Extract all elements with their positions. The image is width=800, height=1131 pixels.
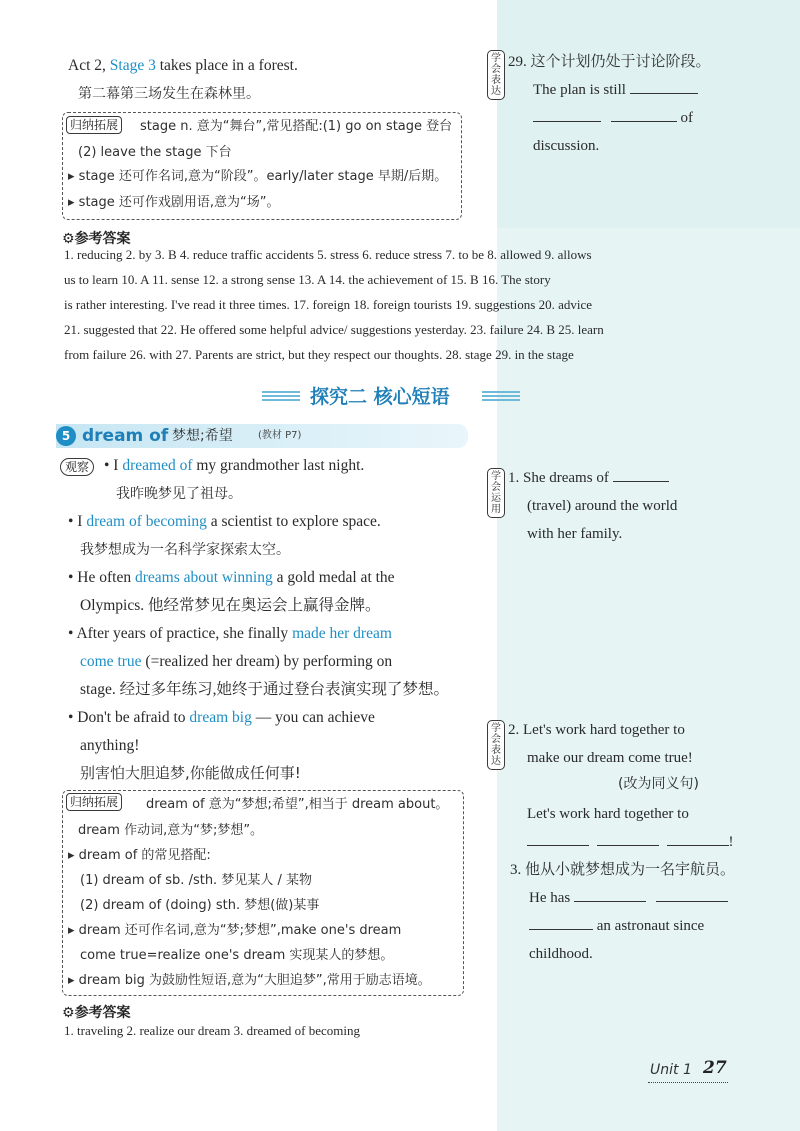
q29-prompt: 29. 这个计划仍处于讨论阶段。	[508, 52, 711, 70]
section-title: 探究二 核心短语	[310, 386, 450, 408]
answer-blank[interactable]	[597, 829, 659, 846]
footer-unit: Unit 1	[650, 1062, 692, 1078]
stage-definition: stage n. 意为“舞台”,常见搭配:(1) go on stage 登台	[140, 119, 453, 134]
q3-line1: He has	[529, 884, 728, 912]
page-number: 27	[703, 1058, 727, 1078]
q2-line3: Let's work hard together to	[527, 806, 689, 822]
learn-express-badge-2: 学会表达	[487, 720, 505, 770]
footer-rule	[648, 1082, 728, 1083]
title-stripes-left	[262, 391, 300, 403]
q1-line3: with her family.	[527, 526, 623, 542]
dream-def: dream of 意为“梦想;希望”,相当于 dream about。	[146, 797, 449, 812]
q2-note: (改为同义句)	[618, 776, 699, 792]
induction-label: 归纳拓展	[66, 116, 128, 134]
stage-example-cn: 第二幕第三场发生在森林里。	[78, 86, 260, 102]
dream-line-6: ▸ dream 还可作名词,意为“梦;梦想”,make one's dream	[68, 923, 402, 938]
answer-blank[interactable]	[613, 465, 669, 482]
example-2: • I dream of becoming a scientist to explore space.	[68, 513, 381, 530]
q1-line1: 1. She dreams of	[508, 464, 669, 492]
answer-blank[interactable]	[667, 829, 729, 846]
example-1: • I dreamed of my grandmother last night.	[104, 457, 365, 474]
phrase-meaning: 梦想;希望	[172, 428, 233, 444]
example-4-line3: stage. 经过多年练习,她终于通过登台表演实现了梦想。	[80, 681, 449, 698]
arrow-icon: ▸	[68, 169, 79, 184]
dream-line-2: dream 作动词,意为“梦;梦想”。	[78, 823, 264, 838]
stage-line-4: ▸ stage 还可作戏剧用语,意为“场”。	[68, 195, 280, 210]
answer-blank[interactable]	[611, 105, 677, 122]
arrow-icon: ▸	[68, 973, 79, 988]
q3-prompt: 3. 他从小就梦想成为一名宇航员。	[510, 860, 736, 878]
dream-line-7: come true=realize one's dream 实现某人的梦想。	[80, 948, 394, 963]
q29-line1: The plan is still	[533, 76, 698, 104]
title-stripes-right	[482, 391, 520, 403]
example-3: • He often dreams about winning a gold medal at the	[68, 569, 395, 586]
q2-line4: !	[527, 828, 734, 856]
q3-line2: an astronaut since	[529, 912, 704, 940]
answer-blank[interactable]	[630, 77, 698, 94]
answer-blank[interactable]	[527, 829, 589, 846]
arrow-icon: ▸	[68, 848, 79, 863]
answer-blank[interactable]	[529, 913, 593, 930]
stage-example: Act 2, Stage 3 takes place in a forest.	[68, 57, 298, 74]
q3-line3: childhood.	[529, 946, 593, 962]
q29-line3: discussion.	[533, 138, 600, 154]
phrase-number-badge: 5	[56, 426, 76, 446]
q2-line2: make our dream come true!	[527, 750, 693, 766]
dream-line-8: ▸ dream big 为鼓励性短语,意为“大胆追梦”,常用于励志语境。	[68, 973, 431, 988]
answer-blank[interactable]	[533, 105, 601, 122]
phrase-name: dream of	[82, 426, 169, 446]
dream-line-4: (1) dream of sb. /sth. 梦见某人 / 某物	[80, 873, 312, 888]
learn-apply-badge: 学会运用	[487, 468, 505, 518]
answers-block-1: 1. reducing 2. by 3. B 4. reduce traffic accidents 5. stress 6. reduce stress 7. to be 8. allowed 9. allows us to learn 10. A 11. sense 12. a strong sense 13. A 14. the achievement of 15. B 16. The story is rather interesting. I've read it three times. 17. foreign 18. foreign tourists 19. suggestions 20. advice 21. suggested that 22. He offered some helpful advice/ suggestions yesterday. 23. failure 24. B 25. learn from failure 26. with 27. Parents are strict, but they respect our thoughts. 28. stage 29. in the stage	[64, 247, 604, 362]
answer-blank[interactable]	[574, 885, 646, 902]
example-4-line2: come true (=realized her dream) by performing on	[80, 653, 393, 670]
answer-blank[interactable]	[656, 885, 728, 902]
dream-line-3: ▸ dream of 的常见搭配:	[68, 848, 211, 863]
example-5-cn: 别害怕大胆追梦,你能做成任何事!	[80, 764, 301, 782]
q2-line1: 2. Let's work hard together to	[508, 722, 685, 738]
gear-icon: ⚙	[62, 1005, 75, 1021]
q1-line2: (travel) around the world	[527, 498, 678, 514]
example-1-cn: 我昨晚梦见了祖母。	[116, 486, 242, 502]
textbook-ref: (教材 P7)	[258, 430, 302, 441]
answers-heading: ⚙参考答案	[62, 231, 131, 247]
answers-block-2: 1. traveling 2. realize our dream 3. dreamed of becoming	[64, 1023, 360, 1038]
stage-line-2: (2) leave the stage 下台	[78, 145, 232, 160]
example-5: • Don't be afraid to dream big — you can achieve	[68, 709, 375, 726]
q29-line2: of	[533, 104, 693, 132]
example-3-line2: Olympics. 他经常梦见在奥运会上赢得金牌。	[80, 597, 381, 614]
arrow-icon: ▸	[68, 923, 79, 938]
learn-express-badge: 学会表达	[487, 50, 505, 100]
dream-line-5: (2) dream of (doing) sth. 梦想(做)某事	[80, 898, 320, 913]
answers-heading-2: ⚙参考答案	[62, 1005, 131, 1021]
example-2-cn: 我梦想成为一名科学家探索太空。	[80, 542, 290, 558]
example-5-line2: anything!	[80, 737, 140, 754]
arrow-icon: ▸	[68, 195, 79, 210]
gear-icon: ⚙	[62, 231, 75, 247]
stage-line-3: ▸ stage 还可作名词,意为“阶段”。early/later stage 早期/后期。	[68, 169, 448, 184]
observe-label: 观察	[60, 458, 94, 476]
induction-label-2: 归纳拓展	[66, 793, 128, 811]
example-4: • After years of practice, she finally made her dream	[68, 625, 392, 642]
